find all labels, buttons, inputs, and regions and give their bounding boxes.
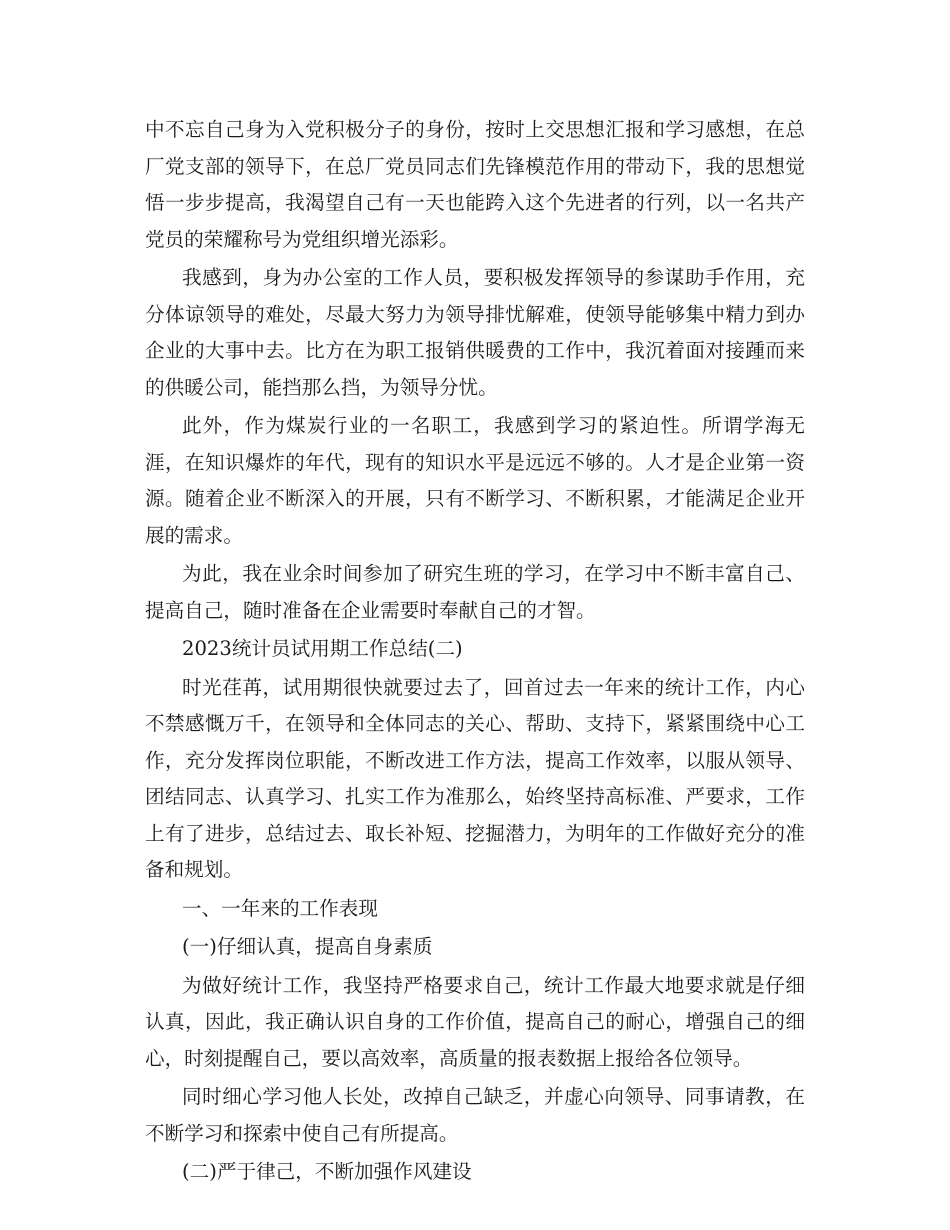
heading-work-performance: 一、一年来的工作表现 <box>182 896 378 920</box>
paragraph-graduate-study: 为此，我在业余时间参加了研究生班的学习，在学习中不断丰富自己、提高自己，随时准备在企业需要时奉献自己的才智。 <box>145 562 805 622</box>
paragraph-office-staff: 我感到，身为办公室的工作人员，要积极发挥领导的参谋助手作用，充分体谅领导的难处，尽最大努力为领导排忧解难，使领导能够集中精力到办企业的大事中去。比方在为职工报销供暖费的工作中，我沉着面对接踵而来的供暖公司，能挡那么挡，为领导分忧。 <box>145 266 805 399</box>
section-title-summary-two: 2023统计员试用期工作总结(二) <box>182 637 463 660</box>
subheading-self-discipline: (二)严于律己，不断加强作风建设 <box>182 1160 472 1183</box>
paragraph-learning-urgency: 此外，作为煤炭行业的一名职工，我感到学习的紧迫性。所谓学海无涯，在知识爆炸的年代，现有的知识水平是远远不够的。人才是企业第一资源。随着企业不断深入的开展，只有不断学习、不断积累，才能满足企业开展的需求。 <box>145 414 805 547</box>
subheading-careful-serious: (一)仔细认真，提高自身素质 <box>182 935 433 958</box>
paragraph-learn-from-others: 同时细心学习他人长处，改掉自己缺乏，并虚心向领导、同事请教，在不断学习和探索中使自己有所提高。 <box>145 1085 805 1145</box>
paragraph-party-activist: 中不忘自己身为入党积极分子的身份，按时上交思想汇报和学习感想，在总厂党支部的领导下，在总厂党员同志们先锋模范作用的带动下，我的思想觉悟一步步提高，我渴望自己有一天也能跨入这个先进者的行列，以一名共产党员的荣耀称号为党组织增光添彩。 <box>145 118 805 251</box>
paragraph-strict-requirements: 为做好统计工作，我坚持严格要求自己，统计工作最大地要求就是仔细认真，因此，我正确认识自身的工作价值，提高自己的耐心，增强自己的细心，时刻提醒自己，要以高效率，高质量的报表数据上报给各位领导。 <box>145 973 805 1070</box>
paragraph-probation-review: 时光荏苒，试用期很快就要过去了，回首过去一年来的统计工作，内心不禁感慨万千，在领导和全体同志的关心、帮助、支持下，紧紧围绕中心工作，充分发挥岗位职能，不断改进工作方法，提高工作效率，以服从领导、团结同志、认真学习、扎实工作为准那么，始终坚持高标准、严要求，工作上有了进步，总结过去、取长补短、挖掘潜力，为明年的工作做好充分的准备和规划。 <box>145 675 805 881</box>
document-body <box>145 112 805 1193</box>
